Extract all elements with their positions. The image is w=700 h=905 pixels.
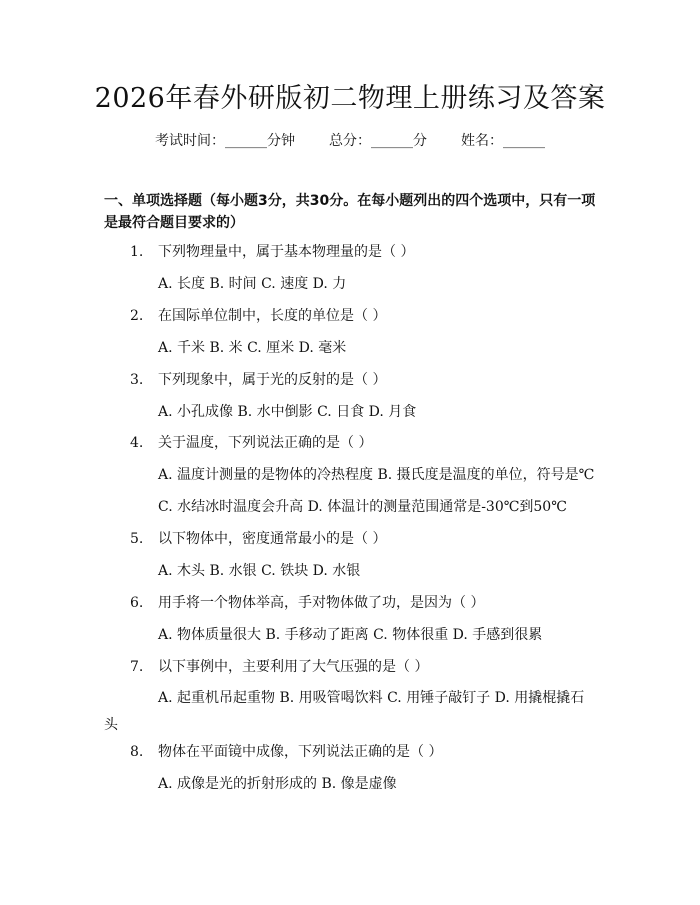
question-number: 7. <box>130 659 144 675</box>
section-heading: 一、单项选择题（每小题3分，共30分。在每小题列出的四个选项中，只有一项是最符合题目要求的） <box>104 193 596 231</box>
question-number: 1. <box>130 244 144 260</box>
question-8-options: A. 成像是光的折射形成的 B. 像是虚像 <box>158 776 397 792</box>
question-stem: 下列现象中，属于光的反射的是（ ） <box>158 372 387 388</box>
total-score-field: 总分：______分 <box>329 133 427 149</box>
question-5-options: A. 木头 B. 水银 C. 铁块 D. 水银 <box>158 563 361 579</box>
question-number: 3. <box>130 372 144 388</box>
question-stem: 下列物理量中，属于基本物理量的是（ ） <box>158 244 415 260</box>
question-number: 5. <box>130 531 144 547</box>
question-8 <box>130 742 442 762</box>
question-6-options: A. 物体质量很大 B. 手移动了距离 C. 物体很重 D. 手感到很累 <box>158 627 543 643</box>
question-4 <box>130 433 372 453</box>
question-stem: 以下物体中，密度通常最小的是（ ） <box>158 531 387 547</box>
question-1 <box>130 242 414 262</box>
question-2 <box>130 306 386 326</box>
question-number: 2. <box>130 308 144 324</box>
exam-time-field: 考试时间：______分钟 <box>155 133 295 149</box>
question-stem: 关于温度，下列说法正确的是（ ） <box>158 435 373 451</box>
page-title: 2026年春外研版初二物理上册练习及答案 <box>94 83 606 114</box>
question-6 <box>130 593 484 613</box>
student-name-field: 姓名：______ <box>461 133 545 149</box>
question-stem: 物体在平面镜中成像，下列说法正确的是（ ） <box>158 744 443 760</box>
question-number: 4. <box>130 435 144 451</box>
question-3-options: A. 小孔成像 B. 水中倒影 C. 日食 D. 月食 <box>158 404 417 420</box>
question-5 <box>130 529 386 549</box>
question-1-options: A. 长度 B. 时间 C. 速度 D. 力 <box>158 276 347 292</box>
question-stem: 用手将一个物体举高，手对物体做了功，是因为（ ） <box>158 595 485 611</box>
question-7 <box>130 657 428 677</box>
question-7-options: A. 起重机吊起重物 B. 用吸管喝饮料 C. 用锤子敲钉子 D. 用撬棍撬石头 <box>104 690 585 733</box>
question-3 <box>130 370 386 390</box>
question-stem: 在国际单位制中，长度的单位是（ ） <box>158 308 387 324</box>
question-4-options-line-2: C. 水结冰时温度会升高 D. 体温计的测量范围通常是-30℃到50℃ <box>158 499 567 515</box>
question-number: 8. <box>130 744 144 760</box>
exam-meta <box>0 131 700 151</box>
question-4-options-line-1: A. 温度计测量的是物体的冷热程度 B. 摄氏度是温度的单位，符号是℃ <box>158 467 595 483</box>
question-2-options: A. 千米 B. 米 C. 厘米 D. 毫米 <box>158 340 347 356</box>
question-number: 6. <box>130 595 144 611</box>
question-stem: 以下事例中，主要利用了大气压强的是（ ） <box>158 659 429 675</box>
